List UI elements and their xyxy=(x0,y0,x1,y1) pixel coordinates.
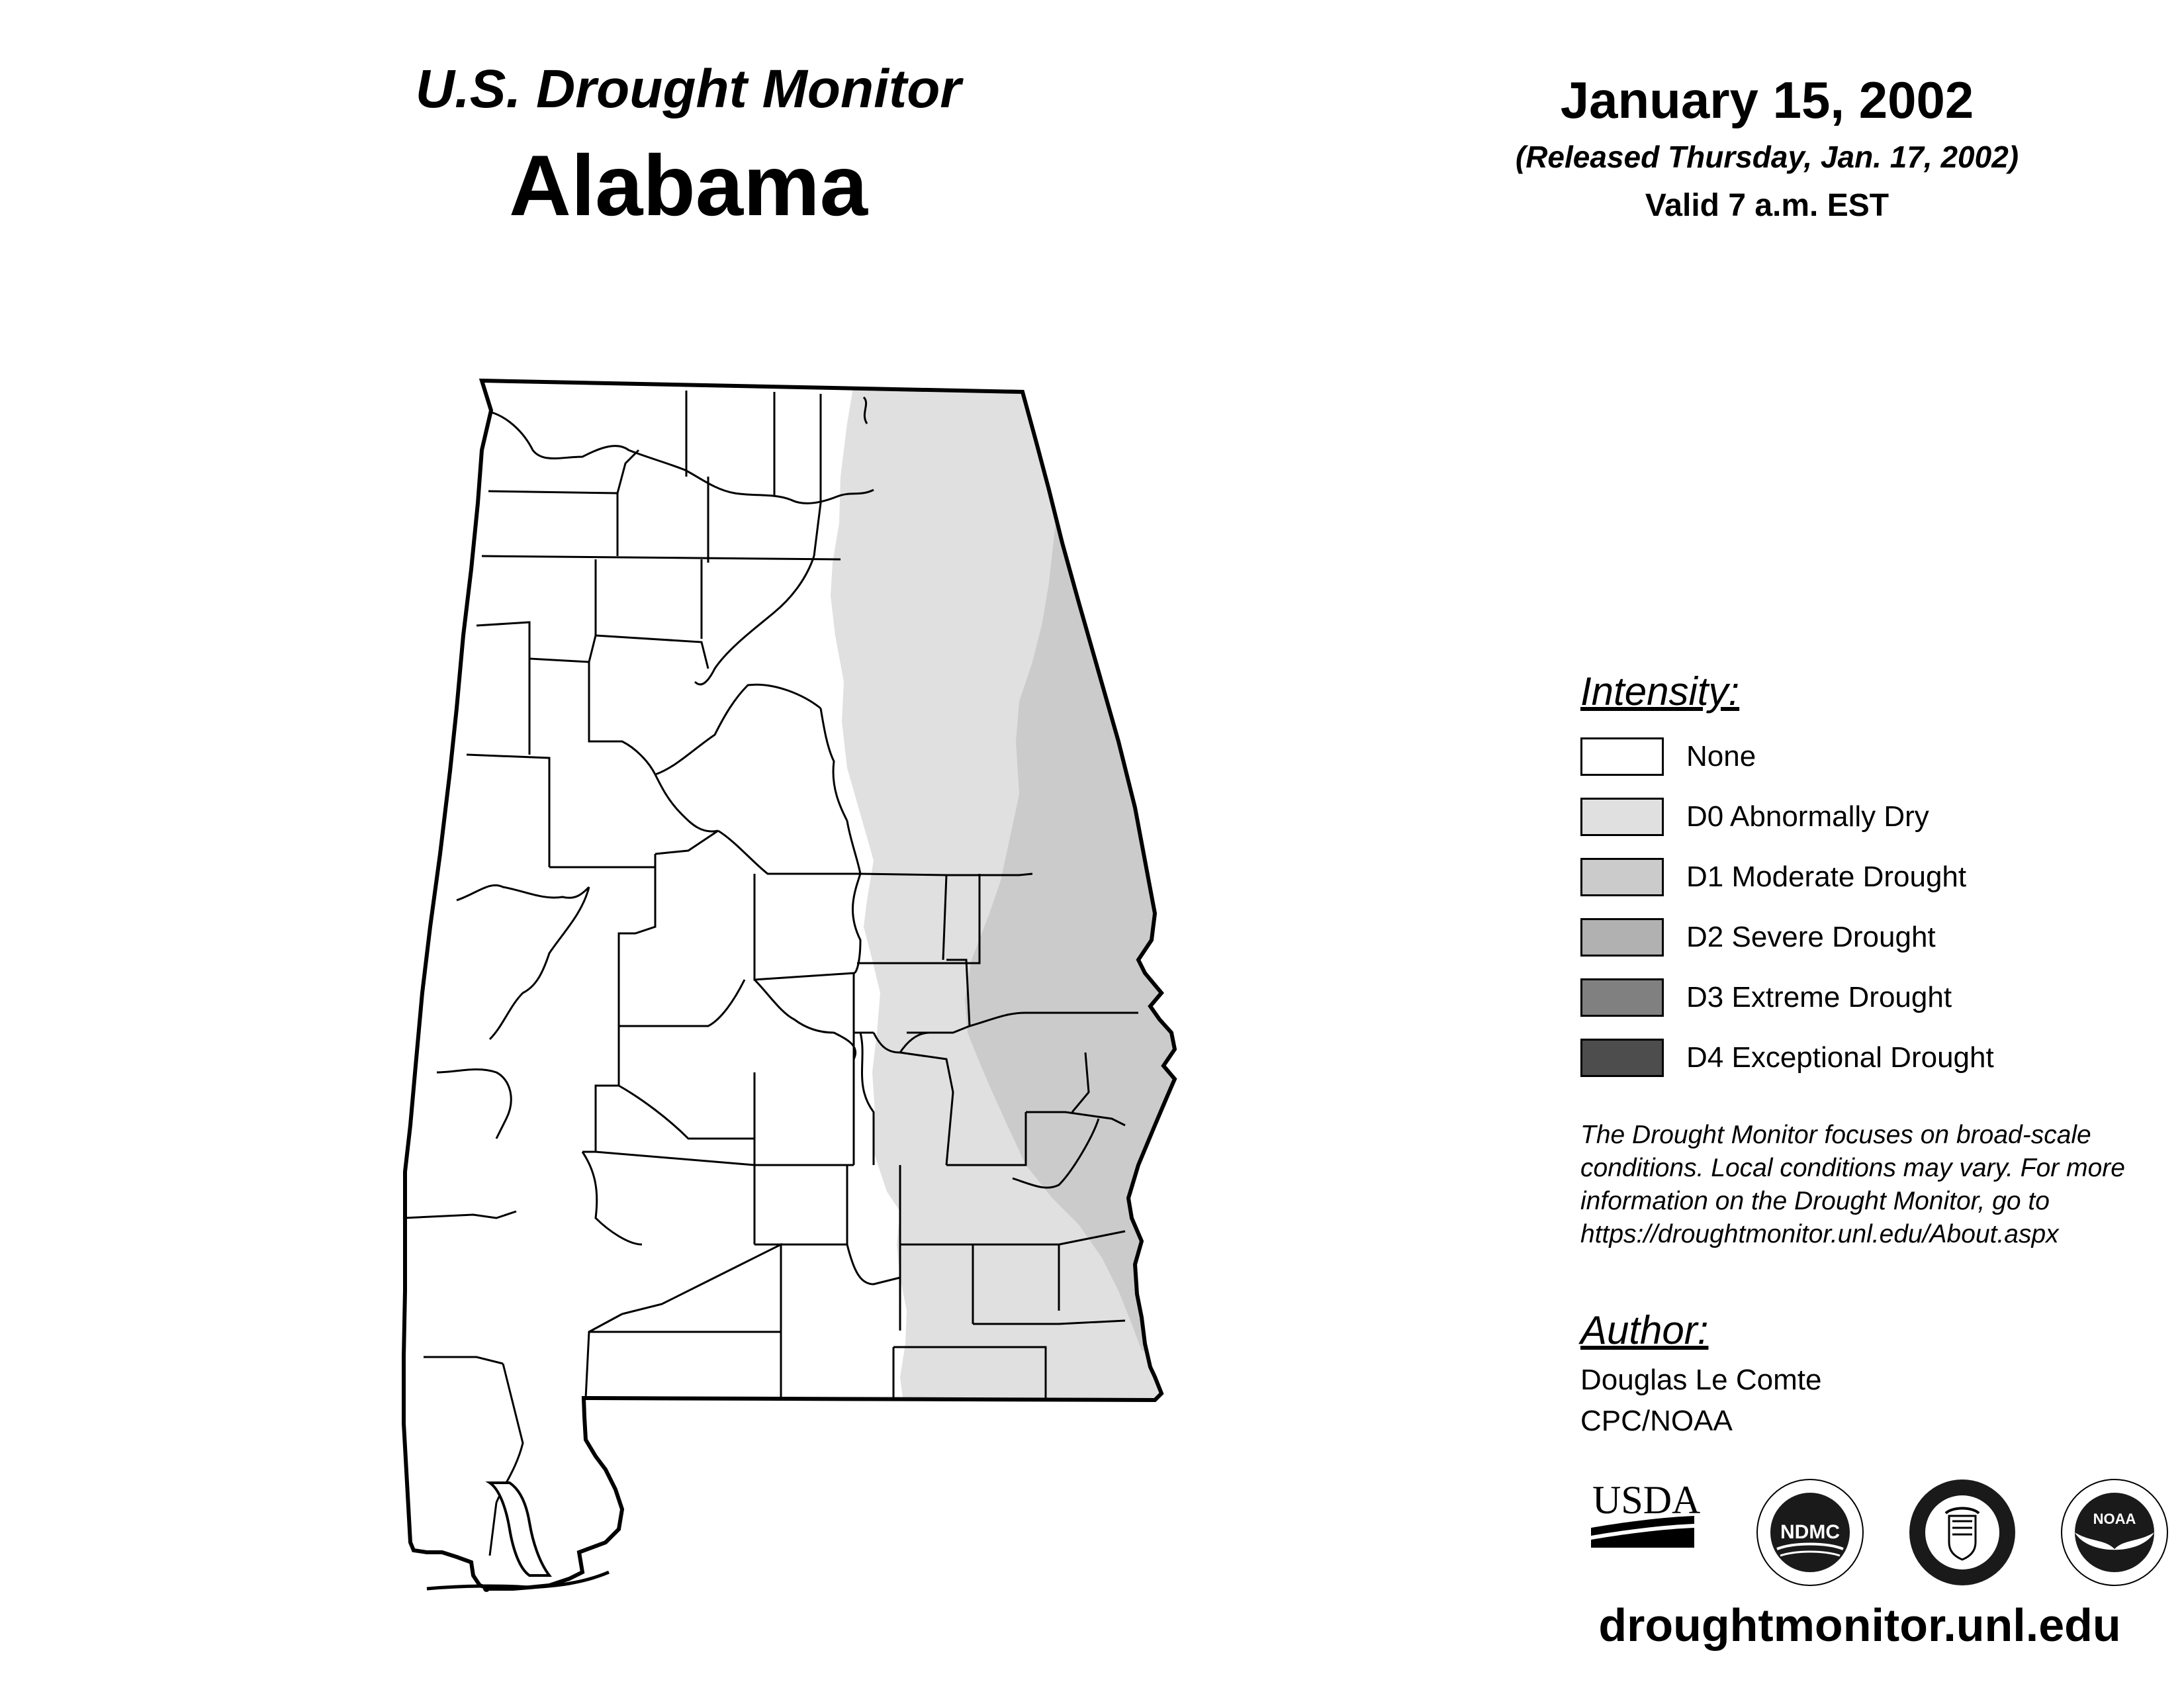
legend-item-none xyxy=(1580,737,2150,778)
note-link[interactable]: https://droughtmonitor.unl.edu/About.aspx xyxy=(1580,1220,2059,1248)
site-url-link[interactable]: droughtmonitor.unl.edu xyxy=(1598,1599,2121,1651)
noaa-logo xyxy=(2058,1476,2171,1589)
legend-swatch xyxy=(1580,978,1664,1017)
alabama-drought-map xyxy=(384,371,1205,1602)
legend-item-d4 xyxy=(1580,1039,2150,1080)
legend-label: D1 Moderate Drought xyxy=(1686,861,1967,893)
legend-swatch xyxy=(1580,918,1664,957)
legend-heading: Intensity: xyxy=(1580,669,1740,714)
legend-item-d2 xyxy=(1580,918,2150,959)
legend-label: D4 Exceptional Drought xyxy=(1686,1041,1994,1074)
author-name: Douglas Le Comte xyxy=(1580,1364,1822,1396)
legend-item-d3 xyxy=(1580,978,2150,1019)
usda-logo xyxy=(1588,1476,1701,1562)
valid-time: Valid 7 a.m. EST xyxy=(1645,188,1889,223)
legend-swatch xyxy=(1580,1039,1664,1077)
note-line: conditions. Local conditions may vary. For more xyxy=(1580,1154,2125,1182)
legend-swatch xyxy=(1580,858,1664,896)
map-date: January 15, 2002 xyxy=(1560,71,1974,129)
legend-label: None xyxy=(1686,740,1756,773)
note-line: The Drought Monitor focuses on broad-scale xyxy=(1580,1121,2091,1149)
map-state-title: Alabama xyxy=(509,137,868,234)
release-date: (Released Thursday, Jan. 17, 2002) xyxy=(1515,140,2019,174)
legend-label: D2 Severe Drought xyxy=(1686,921,1936,953)
map-product-title: U.S. Drought Monitor xyxy=(415,59,962,119)
disclaimer-note xyxy=(1580,1119,2176,1251)
author-org: CPC/NOAA xyxy=(1580,1405,1733,1437)
noaa-logo-text: NOAA xyxy=(2093,1511,2136,1527)
legend-item-d1 xyxy=(1580,858,2150,899)
partner-logos xyxy=(1588,1476,2184,1609)
usda-logo-text: USDA xyxy=(1592,1478,1701,1522)
legend-label: D3 Extreme Drought xyxy=(1686,981,1952,1013)
legend-swatch xyxy=(1580,798,1664,836)
department-of-commerce-seal xyxy=(1906,1476,2019,1589)
note-line: information on the Drought Monitor, go to xyxy=(1580,1187,2050,1215)
author-heading: Author: xyxy=(1580,1308,1709,1352)
ndmc-logo-text: NDMC xyxy=(1780,1521,1840,1543)
ndmc-logo xyxy=(1754,1476,1866,1589)
drought-areas xyxy=(831,371,1191,1403)
legend-item-d0 xyxy=(1580,798,2150,839)
legend-swatch xyxy=(1580,737,1664,776)
legend-label: D0 Abnormally Dry xyxy=(1686,800,1929,833)
